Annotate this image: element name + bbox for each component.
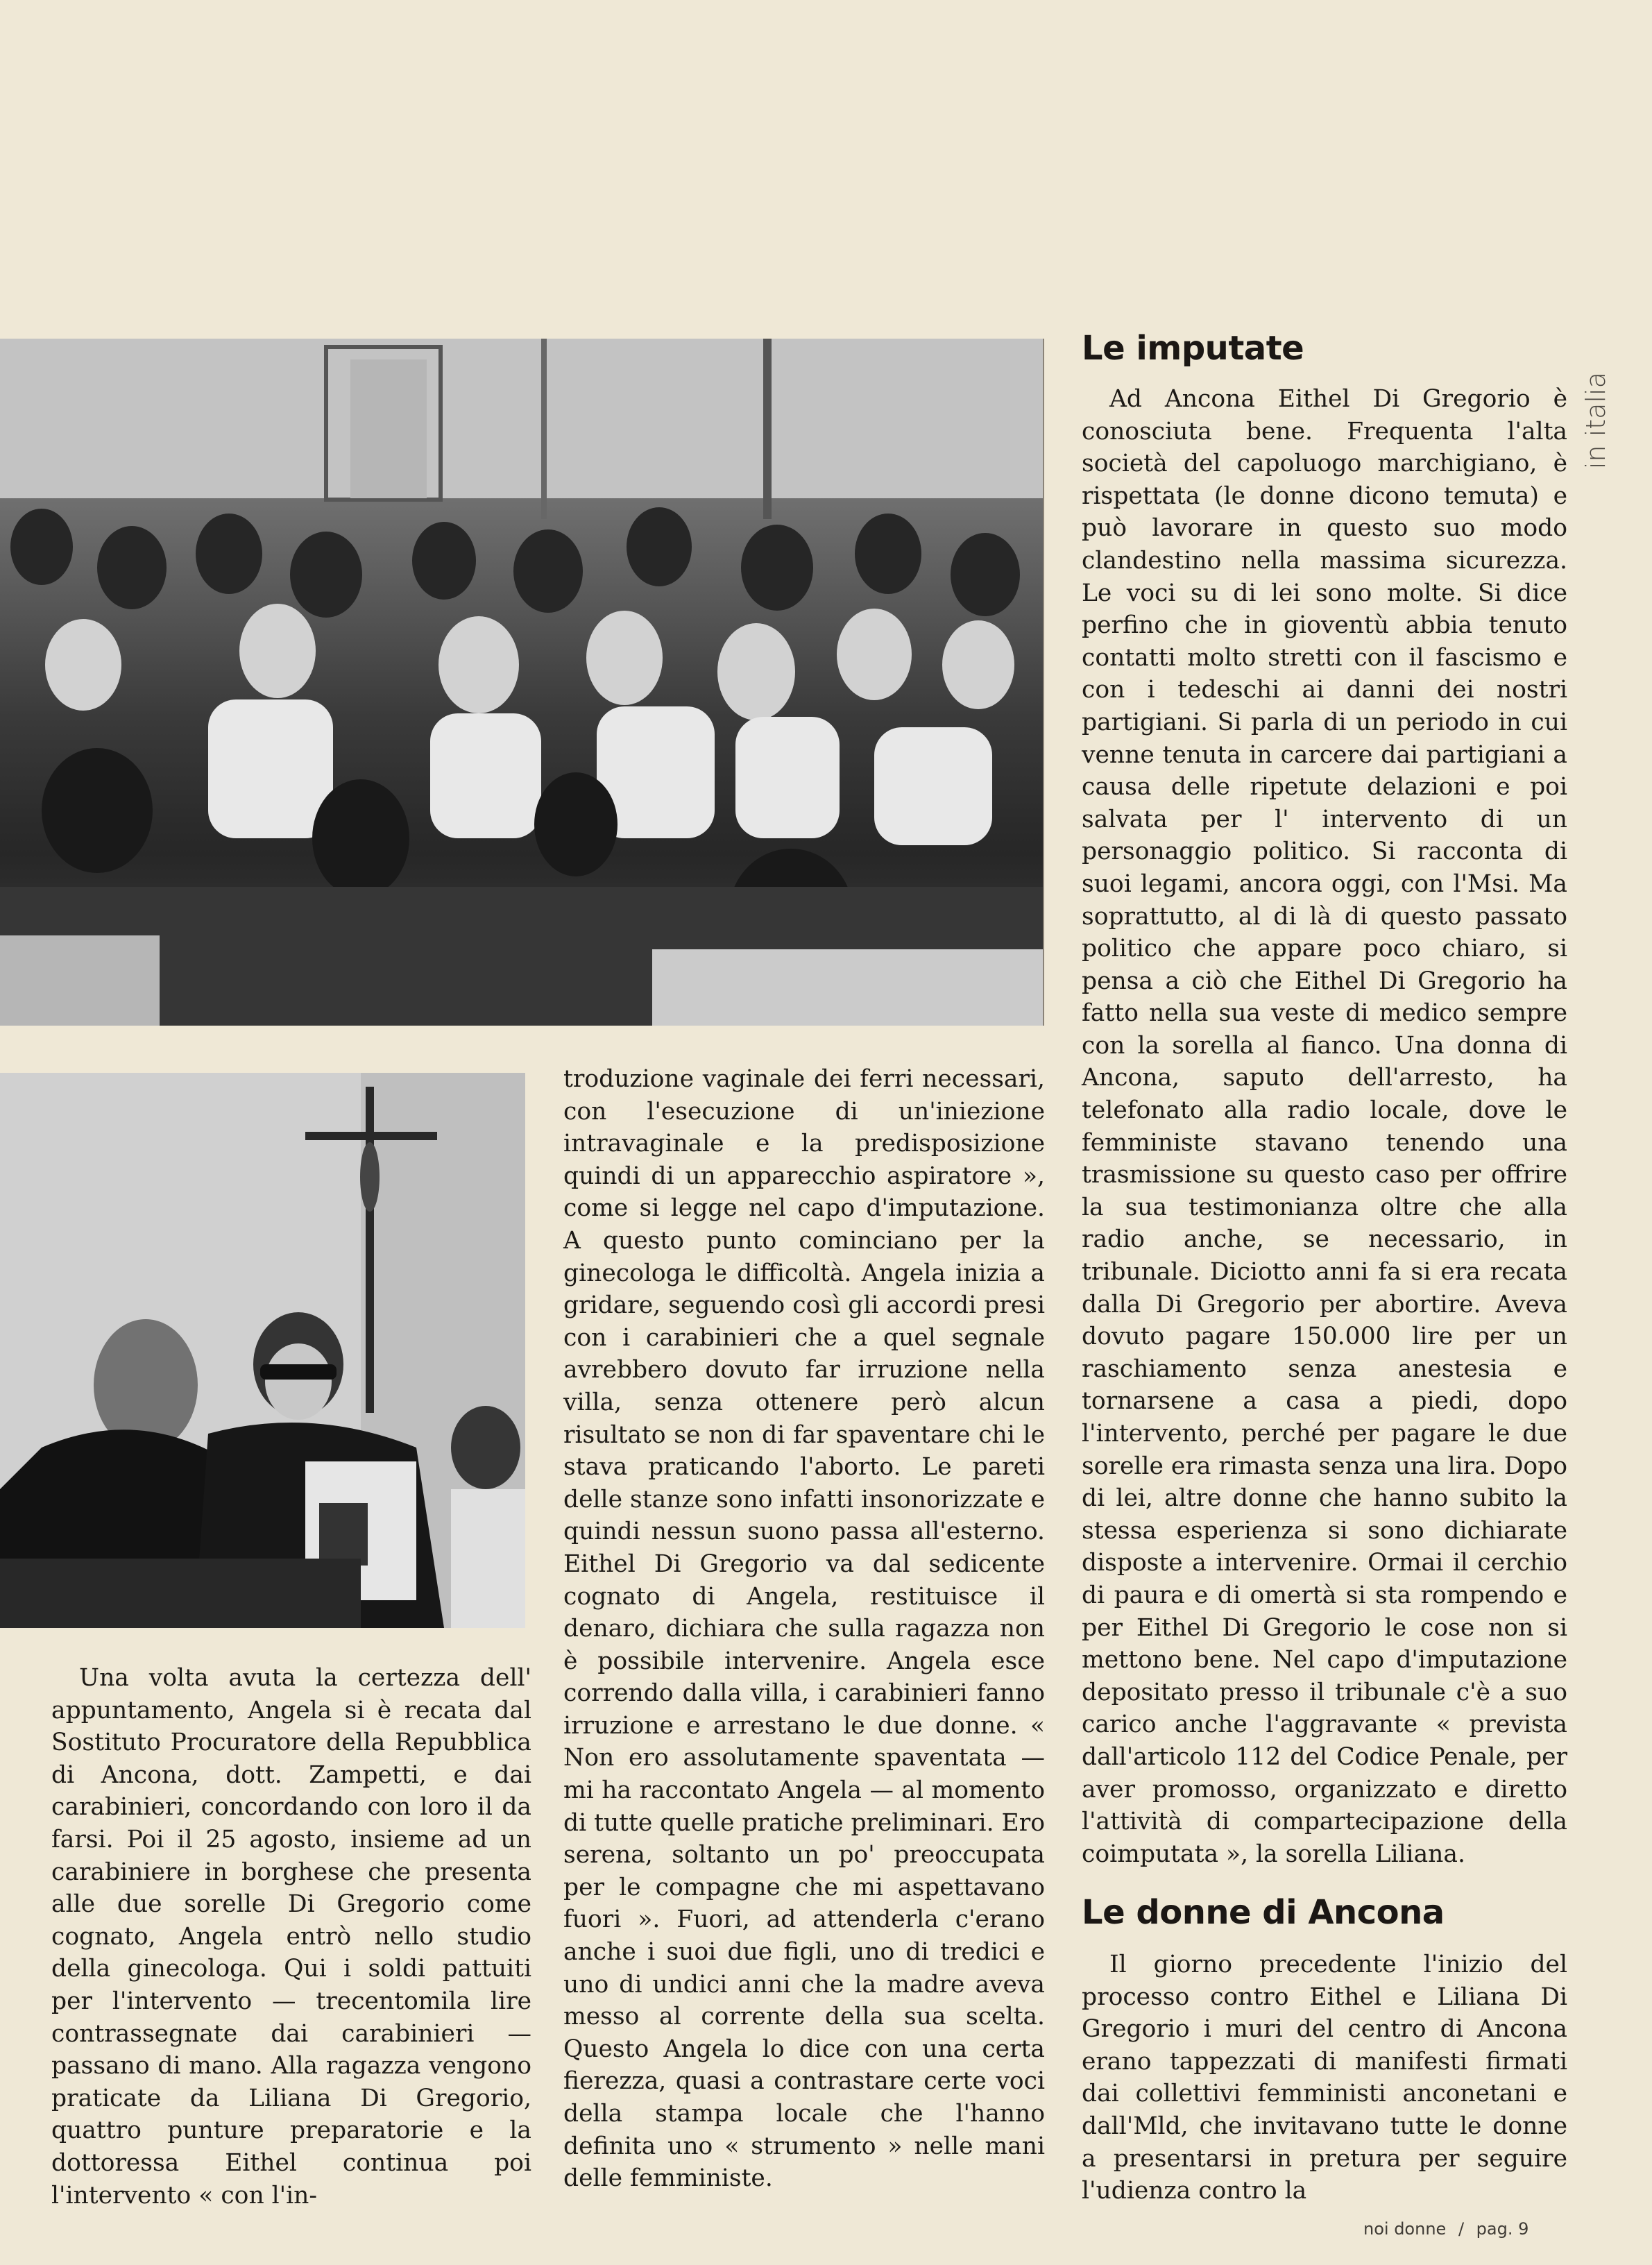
paragraph: Il giorno precedente l'inizio del processo contro Eithel e Liliana Di Gregorio i muri del centro di Ancona erano tappezzati di manifesti firmati dai collettivi femministi anconetani e dall'Mld, che invitavano tutte le donne a presentarsi in pretura per seguire l'udienza contro la [1082, 1951, 1567, 2205]
magazine-name: noi donne [1363, 2219, 1447, 2239]
courtroom-audience-photo [0, 339, 1043, 1026]
column-right-lower [1082, 1949, 1567, 2207]
crowd-illustration [0, 339, 1043, 1026]
paragraph: Una volta avuta la certezza dell' appuntamento, Angela si è recata dal Sostituto Procuratore della Repubblica di Ancona, dott. Zampetti, e dai carabinieri, concordando con loro il da farsi. Poi il 25 agosto, insieme ad un carabiniere in borghese che presenta alle due sorelle Di Gregorio come cognato, Angela entrò nello studio della ginecologa. Qui i soldi pattuiti per l'intervento — trecentomila lire contrassegnate dai carabinieri — passano di mano. Alla ragazza vengono praticate da Liliana Di Gregorio, quattro punture preparatorie e la dottoressa Eithel continua poi l'intervento « con l'in- [51, 1664, 531, 2209]
defendants-with-crucifix-photo [0, 1073, 525, 1628]
paragraph: Ad Ancona Eithel Di Gregorio è conosciuta bene. Frequenta l'alta società del capoluogo marchigiano, è rispettata (le donne dicono temuta) e può lavorare in questo suo modo clandestino nella massima sicurezza. Le voci su di lei sono molte. Si dice perfino che in gioventù abbia tenuto contatti molto stretti con il fascismo e con i tedeschi ai danni dei nostri partigiani. Si parla di un periodo in cui venne tenuta in carcere dai partigiani a causa delle ripetute delazioni e poi salvata per l' intervento di un personaggio politico. Si racconta di suoi legami, ancora oggi, con l'Msi. Ma soprattutto, al di là di questo passato politico che appare poco chiaro, si pensa a ciò che Eithel Di Gregorio ha fatto nella sua veste di medico sempre con la sorella al fianco. Una donna di Ancona, saputo dell'arresto, ha telefonato alla radio locale, dove le femministe stavano tenendo una trasmissione su questo caso per offrire la sua testimonianza oltre che alla radio anche, se necessario, in tribunale. Diciotto anni fa si era recata dalla Di Gregorio per abortire. Aveva dovuto pagare 150.000 lire per un raschiamento senza anestesia e tornarsene a casa a piedi, dopo l'intervento, perché per pagare le due sorelle era rimasta senza una lira. Dopo di lei, altre donne che hanno subito la stessa esperienza si sono dichiarate disposte a intervenire. Ormai il cerchio di paura e di omertà si sta rompendo e per Eithel Di Gregorio le cose non si mettono bene. Nel capo d'imputazione depositato presso il tribunale c'è a suo carico anche l'aggravante « prevista dall'articolo 112 del Codice Penale, per aver promosso, organizzato e diretto l'attività di compartecipazione della coimputata », la sorella Liliana. [1082, 385, 1567, 1868]
column-right-upper [1082, 383, 1567, 1870]
heading-le-donne-di-ancona: Le donne di Ancona [1082, 1893, 1445, 1932]
column-divider [1043, 339, 1044, 1026]
page-footer [1363, 2219, 1528, 2239]
footer-separator: / [1458, 2219, 1465, 2239]
heading-le-imputate: Le imputate [1082, 329, 1304, 368]
page-number: 9 [1518, 2219, 1529, 2239]
column-middle [563, 1063, 1045, 2195]
defendants-illustration [0, 1073, 525, 1628]
column-left [51, 1662, 531, 2212]
paragraph: troduzione vaginale dei ferri necessari, con l'esecuzione di un'iniezione intravaginale e la predisposizione quindi di un apparecchio aspiratore », come si legge nel capo d'imputazione. A questo punto cominciano per la ginecologa le difficoltà. Angela inizia a gridare, seguendo così gli accordi presi con i carabinieri che a quel segnale avrebbero dovuto far irruzione nella villa, senza ottenere però alcun risultato se non di far spaventare chi le stava praticando l'aborto. Le pareti delle stanze sono infatti insonorizzate e quindi nessun suono passa all'esterno. Eithel Di Gregorio va dal sedicente cognato di Angela, restituisce il denaro, dichiara che sulla ragazza non è possibile intervenire. Angela esce correndo dalla villa, i carabinieri fanno irruzione e arrestano le due donne. « Non ero assolutamente spaventata — mi ha raccontato Angela — al momento di tutte quelle pratiche preliminari. Ero serena, soltanto un po' preoccupata per le compagne che mi aspettavano fuori ». Fuori, ad attenderla c'erano anche i suoi due figli, uno di tredici e uno di undici anni che la madre aveva messo al corrente della sua scelta. Questo Angela lo dice con una certa fierezza, quasi a contrastare certe voci della stampa locale che l'hanno definita uno « strumento » nelle mani delle femministe. [563, 1065, 1045, 2193]
section-label: in italia [1581, 372, 1611, 469]
page-label: pag. [1476, 2219, 1513, 2239]
